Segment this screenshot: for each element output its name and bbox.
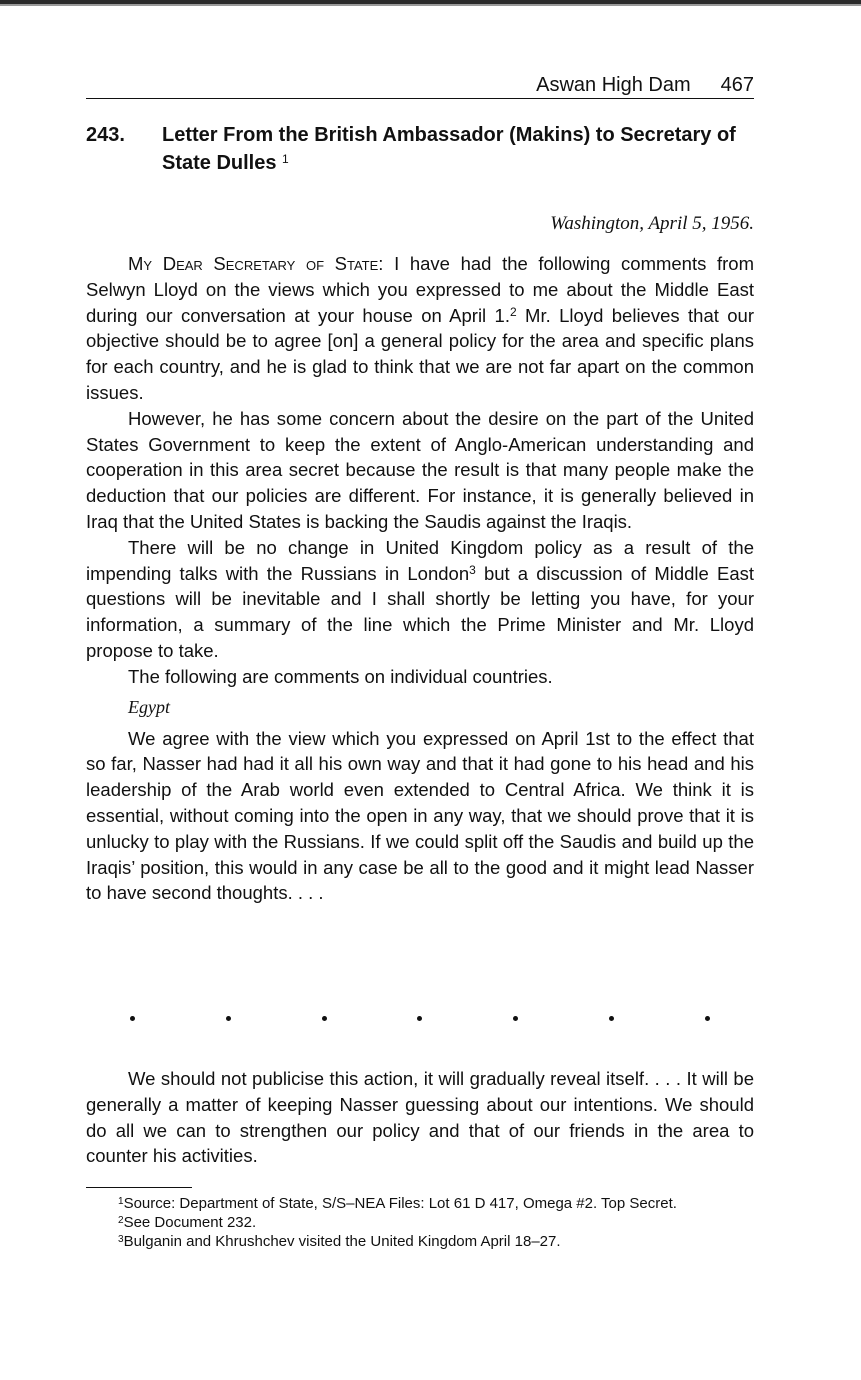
running-header bbox=[86, 72, 754, 99]
omission-dot bbox=[609, 1016, 614, 1021]
footnotes bbox=[86, 1194, 754, 1251]
omission-dot bbox=[322, 1016, 327, 1021]
footnote-mark: 1 bbox=[118, 1195, 124, 1207]
paragraph-3 bbox=[86, 535, 754, 664]
paragraph-4: The following are comments on individual countries. bbox=[128, 665, 553, 687]
footnote-ref-1[interactable]: 1 bbox=[282, 152, 289, 166]
paragraph-1-text-b: Mr. Lloyd believes that our objective should be to agree [on] a general policy for the area and specific plans for each country, and he is glad to think that we are not far apart on the common issues. bbox=[86, 304, 754, 403]
footnote-text: Bulganin and Khrushchev visited the United Kingdom April 18–27. bbox=[123, 1233, 561, 1250]
paragraph-5: We agree with the view which you expressed on April 1st to the effect that so far, Nasser had had it all his own way and that it had gone to his head and his leadership of the Arab world even extended to Central Africa. We think it is essential, without coming into the open in any way, that we should prove that it is unlucky to play with the Russians. If we could split off the Saudis and build up the Iraqis’ position, this would in any case be all to the good and it might lead Nasser to have second thoughts. . . . bbox=[86, 727, 754, 904]
document-number: 243. bbox=[86, 124, 125, 146]
footnote-mark: 2 bbox=[118, 1214, 124, 1226]
omission-dot bbox=[705, 1016, 710, 1021]
page-number: 467 bbox=[720, 74, 754, 96]
footnote-ref-3[interactable]: 3 bbox=[469, 562, 476, 577]
section-heading-egypt: Egypt bbox=[128, 696, 170, 717]
footnote-2 bbox=[86, 1213, 754, 1232]
paragraph-3-text-b: but a discussion of Middle East questions will be inevitable and I shall shortly be letting you have, for your information, a summary of the line which the Prime Minister and Mr. Lloyd propose to take. bbox=[86, 562, 754, 661]
footnote-1 bbox=[86, 1194, 754, 1213]
footnote-ref-2[interactable]: 2 bbox=[509, 304, 517, 319]
letter-body bbox=[86, 251, 754, 906]
paragraph-1 bbox=[86, 251, 754, 406]
dateline: Washington, April 5, 1956. bbox=[550, 213, 754, 234]
omission-dot bbox=[513, 1016, 518, 1021]
document-title-text: Letter From the British Ambassador (Makins) to Secretary of State Dulles bbox=[162, 124, 736, 174]
footnote-3 bbox=[86, 1232, 754, 1251]
letter-body-continued bbox=[86, 1066, 754, 1169]
paragraph-3-text-a: There will be no change in United Kingdom policy as a result of the impending talks with the Russians in London bbox=[86, 536, 754, 584]
paragraph-2: However, he has some concern about the desire on the part of the United States Government to keep the extent of Anglo-American understanding and cooperation in this area secret because the result is that many people make the deduction that our policies are different. For instance, it is generally believed in Iraq that the United States is backing the Saudis against the Iraqis. bbox=[86, 407, 754, 532]
omission-dot bbox=[130, 1016, 135, 1021]
footnote-rule bbox=[86, 1187, 192, 1188]
footnote-mark: 3 bbox=[118, 1233, 124, 1245]
running-title: Aswan High Dam bbox=[536, 74, 691, 96]
omission-dot bbox=[226, 1016, 231, 1021]
footnote-text: Source: Department of State, S/S–NEA Files: Lot 61 D 417, Omega #2. Top Secret. bbox=[123, 1195, 677, 1212]
salutation: My Dear Secretary of State: bbox=[128, 253, 384, 274]
scan-edge-shadow bbox=[0, 4, 861, 6]
footnote-text: See Document 232. bbox=[123, 1214, 257, 1231]
document-title bbox=[162, 121, 762, 177]
omission-dots bbox=[130, 1016, 710, 1021]
omission-dot bbox=[417, 1016, 422, 1021]
paragraph-6: We should not publicise this action, it will gradually reveal itself. . . . It will be generally a matter of keeping Nasser guessing about our intentions. We should do all we can to strengthen our policy and that of our friends in the area to counter his activities. bbox=[86, 1068, 754, 1167]
paragraph-1-text-a: I have had the following comments from Selwyn Lloyd on the views which you expressed to me about the Middle East during our conversation at your house on April 1. bbox=[86, 253, 754, 326]
